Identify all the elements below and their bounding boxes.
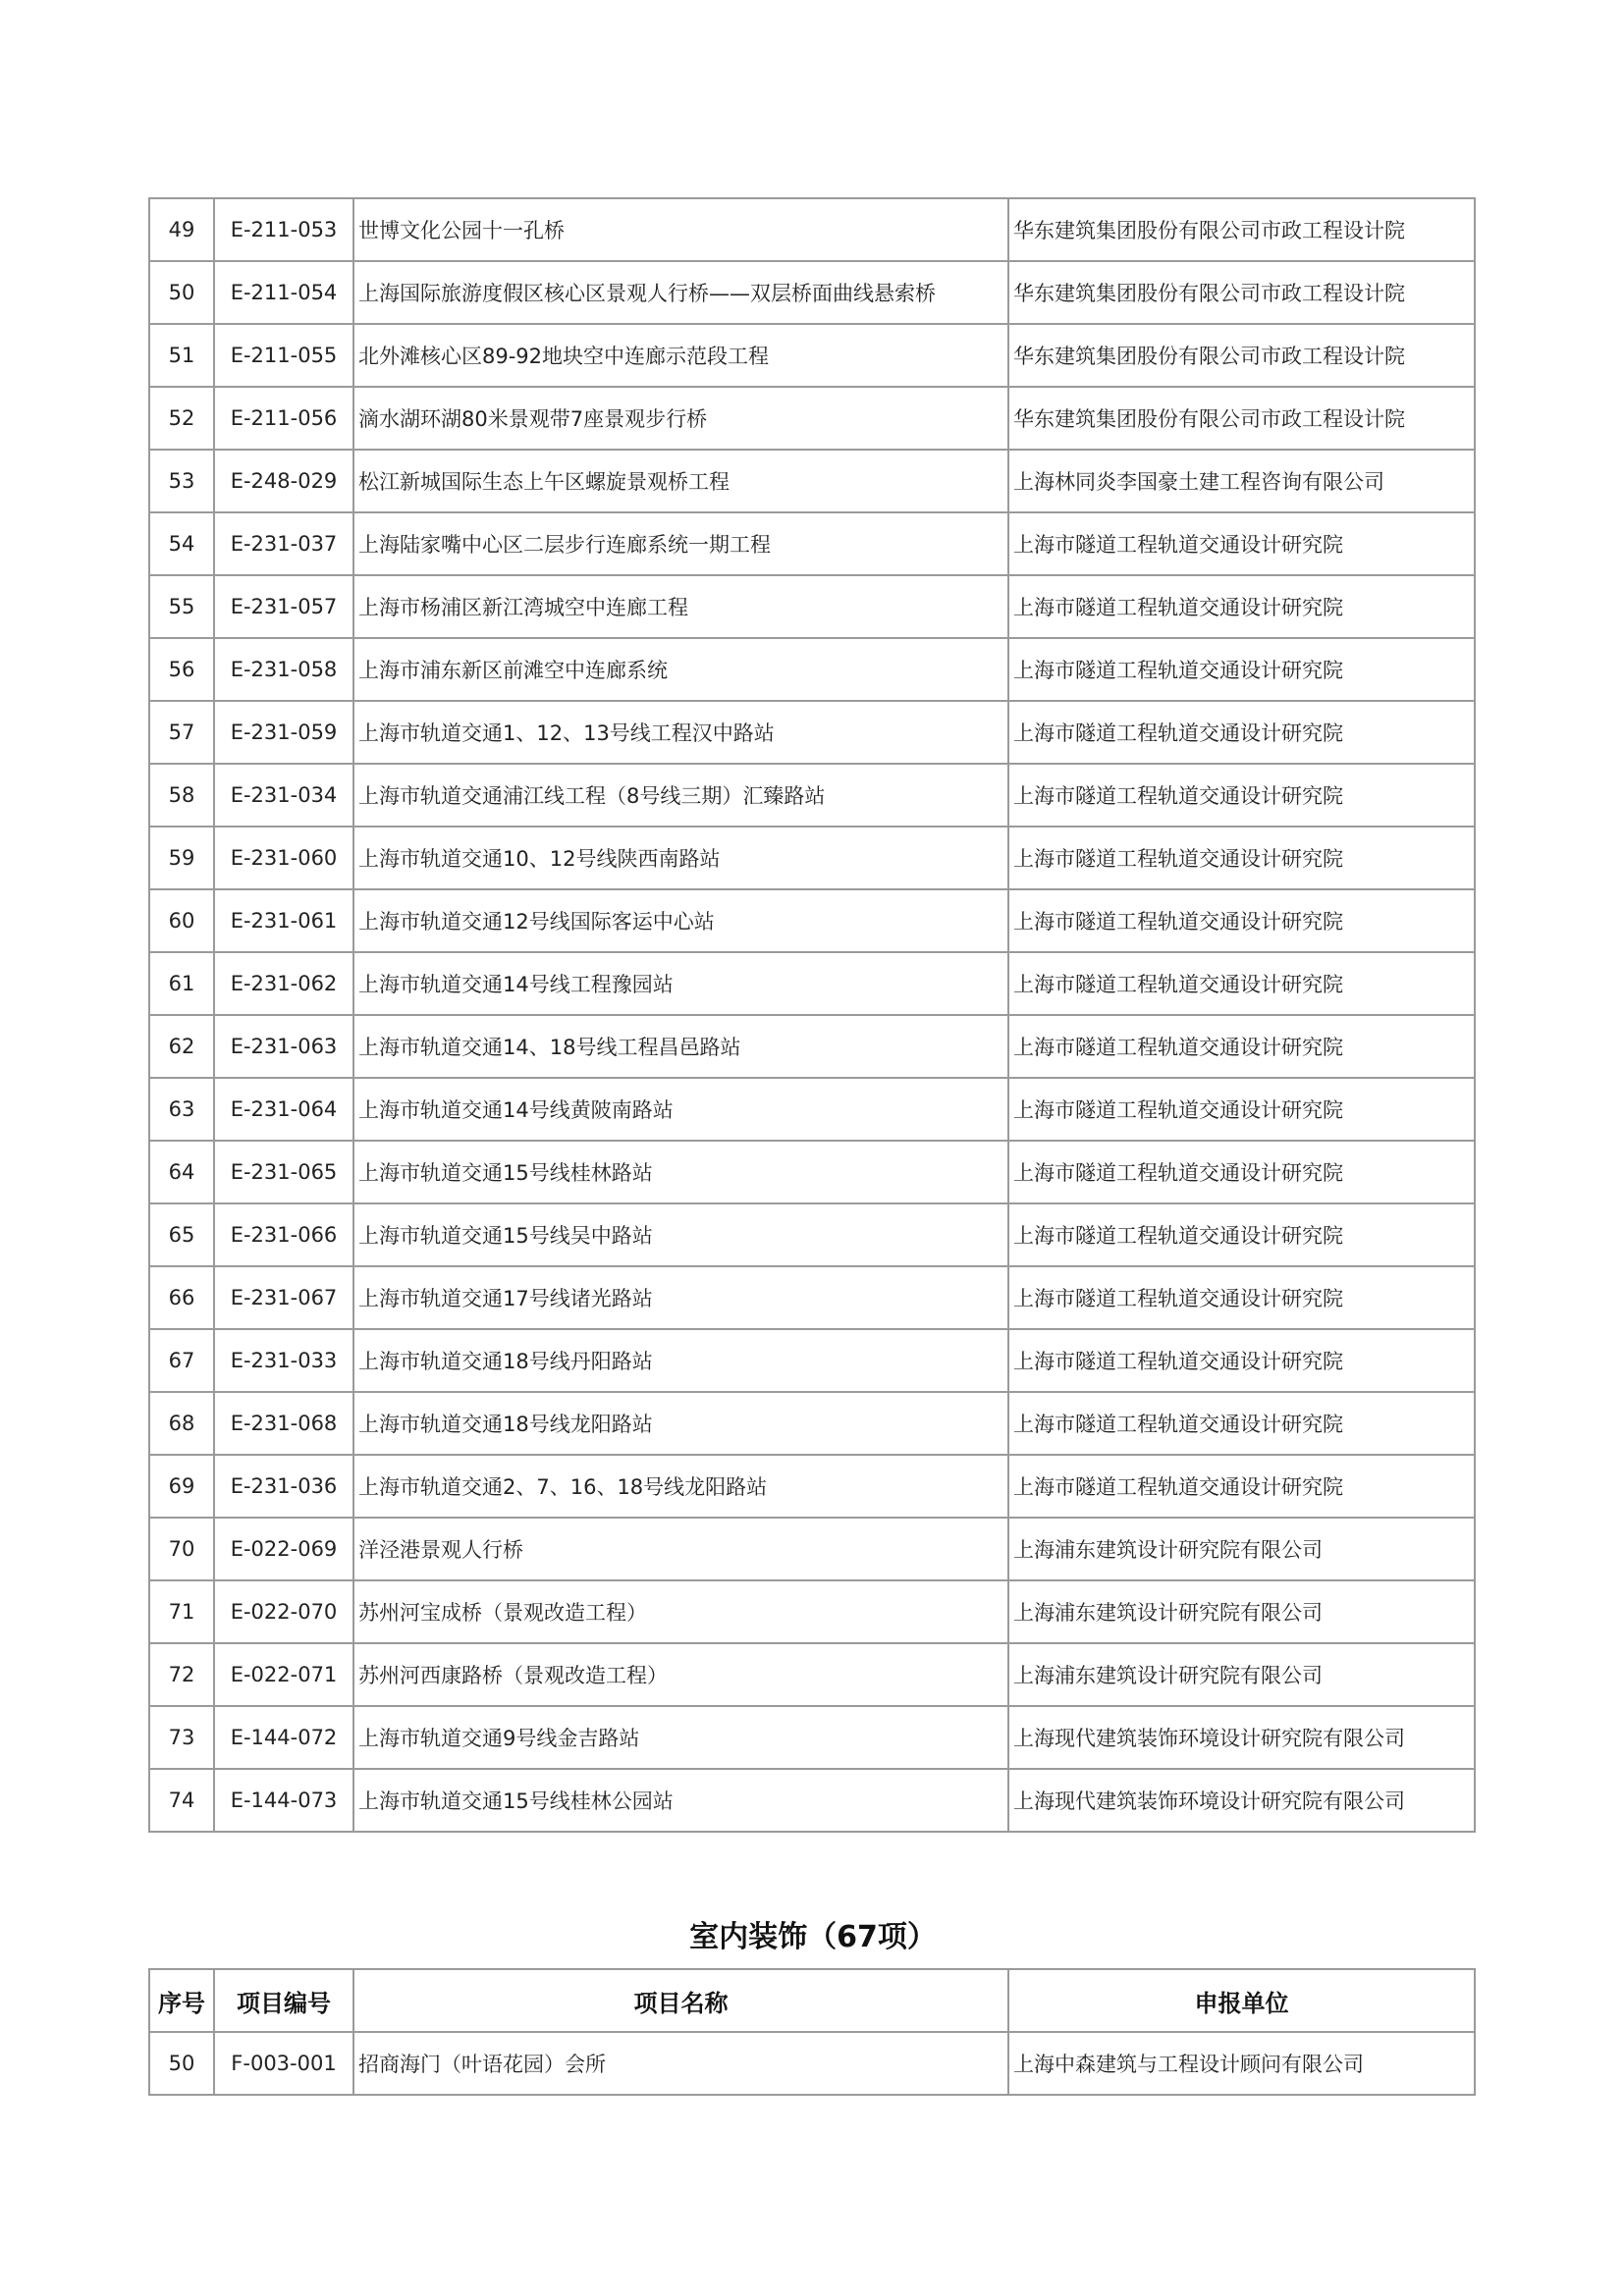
row-seq-cell: 68 — [149, 1392, 214, 1455]
table-row — [149, 261, 1475, 324]
row-code-cell: E-022-069 — [214, 1518, 353, 1580]
row-seq-cell: 57 — [149, 701, 214, 764]
table-row — [149, 701, 1475, 764]
row-project-name-cell: 苏州河宝成桥（景观改造工程） — [353, 1580, 1008, 1643]
row-seq-cell: 54 — [149, 512, 214, 575]
row-code-cell: E-248-029 — [214, 450, 353, 512]
row-code-cell: E-231-066 — [214, 1203, 353, 1266]
row-applicant-unit-cell: 上海浦东建筑设计研究院有限公司 — [1008, 1643, 1475, 1706]
row-project-name-cell: 上海市轨道交通1、12、13号线工程汉中路站 — [353, 701, 1008, 764]
row-applicant-unit-cell: 上海林同炎李国豪土建工程咨询有限公司 — [1008, 450, 1475, 512]
row-seq-cell: 58 — [149, 764, 214, 827]
row-applicant-unit-cell: 上海市隧道工程轨道交通设计研究院 — [1008, 1203, 1475, 1266]
row-seq-cell: 65 — [149, 1203, 214, 1266]
row-code-cell: E-231-033 — [214, 1329, 353, 1392]
row-code-cell: E-211-055 — [214, 324, 353, 387]
row-project-name-cell: 北外滩核心区89-92地块空中连廊示范段工程 — [353, 324, 1008, 387]
row-applicant-unit-cell: 华东建筑集团股份有限公司市政工程设计院 — [1008, 261, 1475, 324]
row-seq-cell: 73 — [149, 1706, 214, 1769]
row-seq-cell: 52 — [149, 387, 214, 450]
row-applicant-unit-cell: 上海市隧道工程轨道交通设计研究院 — [1008, 952, 1475, 1015]
row-code-cell: E-144-073 — [214, 1769, 353, 1832]
row-project-name-cell: 上海市轨道交通10、12号线陕西南路站 — [353, 827, 1008, 889]
table-row — [149, 198, 1475, 261]
row-code-cell: E-231-068 — [214, 1392, 353, 1455]
table-row — [149, 1329, 1475, 1392]
row-seq-cell: 70 — [149, 1518, 214, 1580]
table-row — [149, 1643, 1475, 1706]
projects-table-body — [149, 198, 1475, 1832]
row-project-name-cell: 上海市轨道交通15号线吴中路站 — [353, 1203, 1008, 1266]
row-project-name-cell: 上海市轨道交通18号线丹阳路站 — [353, 1329, 1008, 1392]
table-row — [149, 1203, 1475, 1266]
table-row — [149, 827, 1475, 889]
row-applicant-unit-cell: 上海市隧道工程轨道交通设计研究院 — [1008, 1455, 1475, 1518]
row-seq-cell: 49 — [149, 198, 214, 261]
row-seq-cell: 50 — [149, 2032, 214, 2095]
row-applicant-unit-cell: 上海市隧道工程轨道交通设计研究院 — [1008, 1392, 1475, 1455]
row-code-cell: E-022-071 — [214, 1643, 353, 1706]
section-title: 室内装饰（67项） — [689, 1920, 937, 1954]
table-row — [149, 1706, 1475, 1769]
row-project-name-cell: 上海市轨道交通18号线龙阳路站 — [353, 1392, 1008, 1455]
row-seq-cell: 61 — [149, 952, 214, 1015]
row-applicant-unit-cell: 华东建筑集团股份有限公司市政工程设计院 — [1008, 387, 1475, 450]
row-code-cell: E-231-036 — [214, 1455, 353, 1518]
row-code-cell: E-231-062 — [214, 952, 353, 1015]
table-row — [149, 1015, 1475, 1078]
row-code-cell: E-231-058 — [214, 638, 353, 701]
table-row — [149, 324, 1475, 387]
row-applicant-unit-cell: 上海市隧道工程轨道交通设计研究院 — [1008, 1329, 1475, 1392]
table-row — [149, 1518, 1475, 1580]
table-row — [149, 512, 1475, 575]
interior-decoration-table — [148, 1968, 1476, 2096]
row-applicant-unit-cell: 上海浦东建筑设计研究院有限公司 — [1008, 1580, 1475, 1643]
row-applicant-unit-cell: 上海现代建筑装饰环境设计研究院有限公司 — [1008, 1706, 1475, 1769]
row-seq-cell: 71 — [149, 1580, 214, 1643]
table-row — [149, 1266, 1475, 1329]
row-seq-cell: 74 — [149, 1769, 214, 1832]
row-seq-cell: 55 — [149, 575, 214, 638]
interior-decoration-table-body — [149, 2032, 1475, 2095]
table-row — [149, 889, 1475, 952]
table-row — [149, 450, 1475, 512]
row-code-cell: E-022-070 — [214, 1580, 353, 1643]
row-applicant-unit-cell: 华东建筑集团股份有限公司市政工程设计院 — [1008, 324, 1475, 387]
row-applicant-unit-cell: 上海市隧道工程轨道交通设计研究院 — [1008, 1078, 1475, 1141]
projects-table-continued — [148, 197, 1476, 1833]
row-project-name-cell: 上海市轨道交通9号线金吉路站 — [353, 1706, 1008, 1769]
row-code-cell: E-211-056 — [214, 387, 353, 450]
row-seq-cell: 72 — [149, 1643, 214, 1706]
row-project-name-cell: 上海国际旅游度假区核心区景观人行桥——双层桥面曲线悬索桥 — [353, 261, 1008, 324]
row-project-name-cell: 招商海门（叶语花园）会所 — [353, 2032, 1008, 2095]
row-code-cell: E-231-067 — [214, 1266, 353, 1329]
row-project-name-cell: 上海市轨道交通2、7、16、18号线龙阳路站 — [353, 1455, 1008, 1518]
table-row — [149, 1392, 1475, 1455]
row-seq-cell: 51 — [149, 324, 214, 387]
table-row — [149, 1078, 1475, 1141]
row-applicant-unit-cell: 上海市隧道工程轨道交通设计研究院 — [1008, 1266, 1475, 1329]
row-project-name-cell: 上海市轨道交通浦江线工程（8号线三期）汇臻路站 — [353, 764, 1008, 827]
row-code-cell: E-231-061 — [214, 889, 353, 952]
row-project-name-cell: 上海市轨道交通14号线工程豫园站 — [353, 952, 1008, 1015]
row-project-name-cell: 上海市轨道交通15号线桂林公园站 — [353, 1769, 1008, 1832]
row-code-cell: E-231-063 — [214, 1015, 353, 1078]
row-code-cell: E-231-059 — [214, 701, 353, 764]
row-project-name-cell: 上海市轨道交通12号线国际客运中心站 — [353, 889, 1008, 952]
row-code-cell: E-231-034 — [214, 764, 353, 827]
row-seq-cell: 59 — [149, 827, 214, 889]
table-row — [149, 764, 1475, 827]
row-code-cell: E-144-072 — [214, 1706, 353, 1769]
row-code-cell: F-003-001 — [214, 2032, 353, 2095]
row-seq-cell: 60 — [149, 889, 214, 952]
table-row — [149, 638, 1475, 701]
header-seq: 序号 — [149, 1969, 214, 2032]
row-seq-cell: 56 — [149, 638, 214, 701]
row-project-name-cell: 上海陆家嘴中心区二层步行连廊系统一期工程 — [353, 512, 1008, 575]
row-code-cell: E-211-053 — [214, 198, 353, 261]
row-seq-cell: 66 — [149, 1266, 214, 1329]
row-applicant-unit-cell: 上海现代建筑装饰环境设计研究院有限公司 — [1008, 1769, 1475, 1832]
table-row — [149, 1769, 1475, 1832]
row-applicant-unit-cell: 上海市隧道工程轨道交通设计研究院 — [1008, 701, 1475, 764]
row-applicant-unit-cell: 上海市隧道工程轨道交通设计研究院 — [1008, 827, 1475, 889]
row-project-name-cell: 上海市轨道交通15号线桂林路站 — [353, 1141, 1008, 1203]
row-applicant-unit-cell: 上海市隧道工程轨道交通设计研究院 — [1008, 575, 1475, 638]
row-code-cell: E-231-060 — [214, 827, 353, 889]
row-project-name-cell: 苏州河西康路桥（景观改造工程） — [353, 1643, 1008, 1706]
header-project-name: 项目名称 — [353, 1969, 1008, 2032]
table-row — [149, 387, 1475, 450]
row-project-name-cell: 洋泾港景观人行桥 — [353, 1518, 1008, 1580]
row-applicant-unit-cell: 上海市隧道工程轨道交通设计研究院 — [1008, 638, 1475, 701]
row-project-name-cell: 上海市轨道交通17号线诸光路站 — [353, 1266, 1008, 1329]
row-seq-cell: 63 — [149, 1078, 214, 1141]
row-applicant-unit-cell: 上海市隧道工程轨道交通设计研究院 — [1008, 1015, 1475, 1078]
header-applicant-unit: 申报单位 — [1008, 1969, 1475, 2032]
row-seq-cell: 67 — [149, 1329, 214, 1392]
table-row — [149, 1580, 1475, 1643]
row-seq-cell: 53 — [149, 450, 214, 512]
row-applicant-unit-cell: 上海中森建筑与工程设计顾问有限公司 — [1008, 2032, 1475, 2095]
table-row — [149, 1455, 1475, 1518]
row-project-name-cell: 世博文化公园十一孔桥 — [353, 198, 1008, 261]
row-applicant-unit-cell: 上海浦东建筑设计研究院有限公司 — [1008, 1518, 1475, 1580]
table-row — [149, 952, 1475, 1015]
row-code-cell: E-231-037 — [214, 512, 353, 575]
row-project-name-cell: 上海市轨道交通14、18号线工程昌邑路站 — [353, 1015, 1008, 1078]
row-seq-cell: 69 — [149, 1455, 214, 1518]
row-code-cell: E-231-064 — [214, 1078, 353, 1141]
row-applicant-unit-cell: 上海市隧道工程轨道交通设计研究院 — [1008, 1141, 1475, 1203]
table-header-row — [149, 1969, 1475, 2032]
row-project-name-cell: 上海市轨道交通14号线黄陂南路站 — [353, 1078, 1008, 1141]
row-seq-cell: 62 — [149, 1015, 214, 1078]
table-row — [149, 2032, 1475, 2095]
table-row — [149, 575, 1475, 638]
table-row — [149, 1141, 1475, 1203]
row-project-name-cell: 上海市杨浦区新江湾城空中连廊工程 — [353, 575, 1008, 638]
row-project-name-cell: 上海市浦东新区前滩空中连廊系统 — [353, 638, 1008, 701]
row-code-cell: E-211-054 — [214, 261, 353, 324]
row-applicant-unit-cell: 上海市隧道工程轨道交通设计研究院 — [1008, 889, 1475, 952]
row-project-name-cell: 松江新城国际生态上午区螺旋景观桥工程 — [353, 450, 1008, 512]
row-code-cell: E-231-065 — [214, 1141, 353, 1203]
header-code: 项目编号 — [214, 1969, 353, 2032]
row-applicant-unit-cell: 华东建筑集团股份有限公司市政工程设计院 — [1008, 198, 1475, 261]
row-applicant-unit-cell: 上海市隧道工程轨道交通设计研究院 — [1008, 512, 1475, 575]
row-seq-cell: 64 — [149, 1141, 214, 1203]
row-project-name-cell: 滴水湖环湖80米景观带7座景观步行桥 — [353, 387, 1008, 450]
row-seq-cell: 50 — [149, 261, 214, 324]
row-applicant-unit-cell: 上海市隧道工程轨道交通设计研究院 — [1008, 764, 1475, 827]
row-code-cell: E-231-057 — [214, 575, 353, 638]
